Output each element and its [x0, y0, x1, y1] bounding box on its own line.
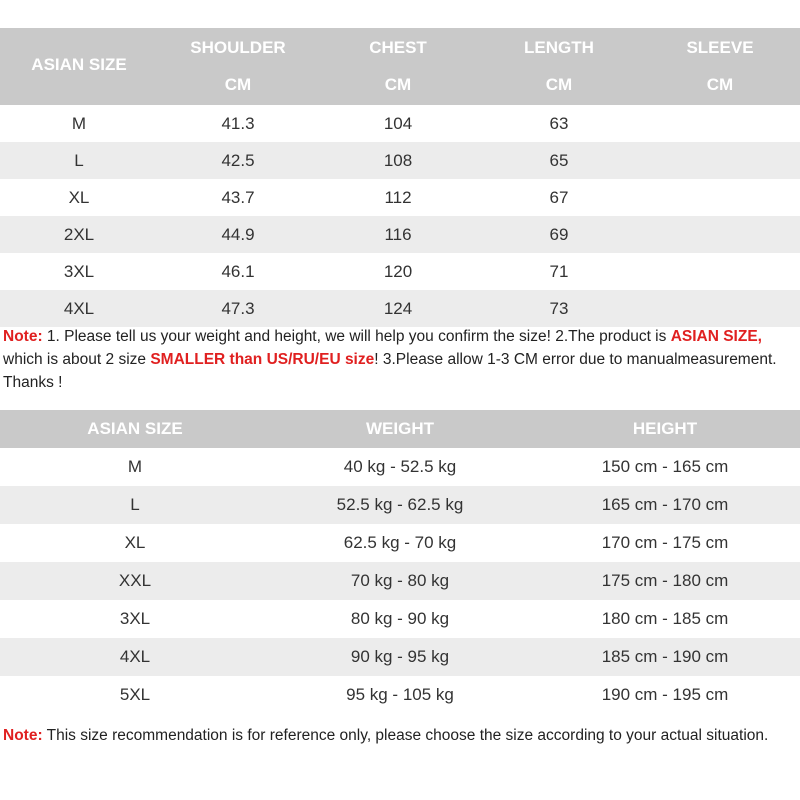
- chest-cell: 108: [383, 150, 413, 170]
- header-sleeve-unit: CM: [706, 75, 734, 94]
- table-row: [0, 600, 800, 638]
- height-cell: 180 cm - 185 cm: [601, 609, 729, 628]
- header-asian-size: ASIAN SIZE: [87, 419, 183, 438]
- shoulder-cell: 42.5: [221, 150, 255, 170]
- chest-cell: 104: [383, 113, 413, 133]
- length-cell: 71: [549, 261, 569, 281]
- header-height: HEIGHT: [632, 419, 698, 438]
- weight-height-table: [0, 410, 800, 714]
- weight-cell: 90 kg - 95 kg: [350, 647, 450, 666]
- shoulder-cell: 41.3: [221, 113, 255, 133]
- size-cell: XL: [68, 187, 90, 207]
- size-cell: M: [71, 113, 87, 133]
- size-cell: 3XL: [119, 609, 151, 628]
- height-cell: 170 cm - 175 cm: [601, 533, 729, 552]
- table-row: [0, 105, 800, 142]
- table-row: [0, 676, 800, 714]
- size-cell: 3XL: [63, 261, 95, 281]
- table-row: [0, 290, 800, 327]
- chest-cell: 116: [384, 224, 412, 244]
- length-cell: 63: [549, 113, 569, 133]
- garment-size-table: [0, 28, 800, 327]
- header-asian-size: ASIAN SIZE: [31, 55, 127, 74]
- weight-cell: 80 kg - 90 kg: [350, 609, 450, 628]
- table-row: [0, 486, 800, 524]
- note-label: Note:: [3, 328, 43, 345]
- length-cell: 65: [549, 150, 569, 170]
- height-cell: 185 cm - 190 cm: [601, 647, 729, 666]
- table-row: [0, 524, 800, 562]
- note-text: This size recommendation is for reference only, please choose the size according to your actual situation.: [42, 727, 769, 744]
- note-text-part2: which is about 2 size: [3, 351, 151, 368]
- table-row: [0, 142, 800, 179]
- size-cell: 2XL: [63, 224, 95, 244]
- size-cell: M: [127, 457, 143, 476]
- length-cell: 69: [549, 224, 569, 244]
- size-cell: 4XL: [119, 647, 151, 666]
- shoulder-cell: 44.9: [221, 224, 255, 244]
- height-cell: 175 cm - 180 cm: [601, 571, 729, 590]
- table-row: [0, 638, 800, 676]
- header-length: LENGTH: [524, 38, 594, 57]
- size-cell: 5XL: [119, 685, 151, 704]
- note-label: Note:: [3, 727, 43, 744]
- weight-cell: 70 kg - 80 kg: [350, 571, 450, 590]
- note-text-part1: 1. Please tell us your weight and height, we will help you confirm the size! 2.The product is: [42, 328, 671, 345]
- weight-cell: 40 kg - 52.5 kg: [343, 457, 457, 476]
- header-shoulder: SHOULDER: [190, 38, 286, 57]
- note-text-part3: ! 3.Please allow 1-3 CM error due to manualmeasurement. Thanks !: [3, 351, 777, 391]
- length-cell: 67: [549, 187, 569, 207]
- header-sleeve: SLEEVE: [686, 38, 754, 57]
- chest-cell: 120: [383, 261, 413, 281]
- size-cell: L: [130, 495, 140, 514]
- height-cell: 150 cm - 165 cm: [601, 457, 729, 476]
- weight-cell: 95 kg - 105 kg: [346, 685, 454, 704]
- header-length-unit: CM: [545, 75, 573, 94]
- height-cell: 165 cm - 170 cm: [601, 495, 729, 514]
- note-smaller-warning: SMALLER than US/RU/EU size: [150, 351, 375, 368]
- weight-cell: 52.5 kg - 62.5 kg: [336, 495, 464, 514]
- reference-note: [3, 724, 797, 747]
- size-note: [3, 325, 797, 394]
- weight-cell: 62.5 kg - 70 kg: [343, 533, 457, 552]
- header-shoulder-unit: CM: [224, 75, 252, 94]
- header-chest: CHEST: [369, 38, 427, 57]
- shoulder-cell: 43.7: [221, 187, 255, 207]
- header-weight: WEIGHT: [366, 419, 434, 438]
- chest-cell: 124: [383, 298, 413, 318]
- shoulder-cell: 47.3: [221, 298, 255, 318]
- height-cell: 190 cm - 195 cm: [601, 685, 729, 704]
- header-chest-unit: CM: [384, 75, 412, 94]
- note-asian-size: ASIAN SIZE,: [670, 328, 762, 345]
- size-cell: L: [74, 150, 84, 170]
- garment-size-header: [0, 28, 800, 105]
- shoulder-cell: 46.1: [221, 261, 255, 281]
- chest-cell: 112: [384, 187, 412, 207]
- table-row: [0, 562, 800, 600]
- weight-height-header: [0, 410, 800, 448]
- size-cell: 4XL: [63, 298, 95, 318]
- table-row: [0, 179, 800, 216]
- table-row: [0, 216, 800, 253]
- table-row: [0, 253, 800, 290]
- table-row: [0, 448, 800, 486]
- size-cell: XXL: [118, 571, 152, 590]
- size-cell: XL: [124, 533, 146, 552]
- length-cell: 73: [549, 298, 569, 318]
